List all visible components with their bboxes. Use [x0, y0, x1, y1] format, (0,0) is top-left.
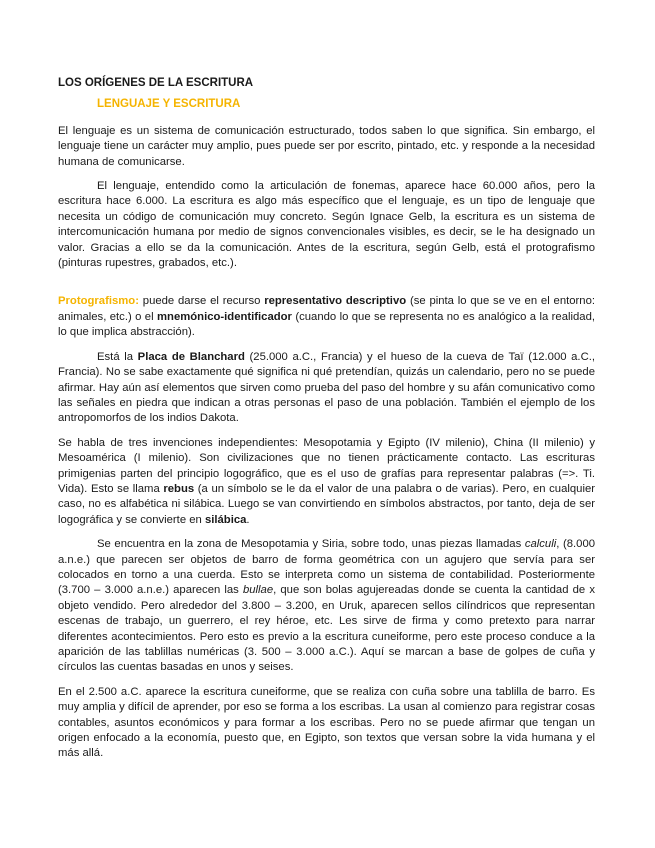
document-title: LOS ORÍGENES DE LA ESCRITURA [58, 77, 254, 89]
text-span: Se habla de tres invenciones independientes: Mesopotamia y Egipto (IV milenio), China (II milenio) y Mesoamérica (I milenio). Son civilizaciones que no tienen prácticamente contacto. Las escrituras primigenias parten del principio logográfico, que es el uso de grafías para representar palabras (=>. Ti. Vida). Esto se llama [58, 436, 595, 495]
paragraph-2: El lenguaje, entendido como la articulación de fonemas, aparece hace 60.000 años, pero la escritura hace 6.000. La escritura es algo más específico que el lenguaje, es un tipo de lenguaje que necesita un código de comunicación muy concreto. Según Ignace Gelb, la escritura es un sistema de intercomunicación humana por medio de signos convencionales visibles, es decir, se le ha designado un valor. Gracias a ello se da la comunicación. Antes de la escritura, según Gelb, está el protografismo (pinturas rupestres, grabados, etc.). [58, 180, 595, 270]
text-span: , que son bolas agujereadas donde se cuenta la cantidad de x objeto vendido. Pero alrededor del 3.800 – 3.200, en Uruk, aparecen sellos cilíndricos que representan escenas de trabajo, un guerrero, el rey héroe, etc. Les sirve de firma y como pretexto para narrar diferentes acontecimientos. Pero esto es previo a la escritura cuneiforme, pero este proceso conduce a la aparición de las tablillas numéricas (3. 500 – 3.000 a.C.). Aquí se marcan a base de golpes de cuña y círculos las cuentas basadas en unos y seises. [58, 584, 595, 674]
paragraph-cuneiforme: En el 2.500 a.C. aparece la escritura cuneiforme, que se realiza con cuña sobre una tablilla de barro. Es muy amplia y difícil de aprender, por eso se forma a los escribas. La usan al comienzo para registrar cosas contables, asuntos económicos y para formar a los escribas. Pero no se puede afirmar que tengan un origen enfocado a la economía, puesto que, en Egipto, son textos que versan sobre la vida humana y el más allá. [58, 685, 595, 760]
text-span: Se encuentra en la zona de Mesopotamia y Siria, sobre todo, unas piezas llamadas [97, 538, 525, 551]
text-span: Está la [97, 350, 138, 363]
paragraph-protografismo [58, 294, 595, 340]
bold-term: representativo descriptivo [264, 295, 407, 308]
text-span: (a un símbolo se le da el valor de una palabra o de varias). Pero, en cualquier caso, no es alfabética ni silábica. Luego se van convirtiendo en símbolos abstractos, por tanto, deja de ser logográfica y se convierte en [58, 482, 595, 526]
italic-term: bullae [242, 584, 274, 597]
bold-term: rebus [163, 482, 195, 495]
text-span: , (8.000 a.n.e.) que parecen ser objetos de barro de forma geométrica con un agujero que servía para ser colocados en torno a una cuerda. Esto se interpreta como un sistema de contabilidad. Posteriormente (3.700 – 3.000 a.n.e.) aparecen las [58, 538, 596, 597]
italic-term: calculi [524, 538, 557, 551]
paragraph-blanchard [58, 350, 595, 427]
text-span: (25.000 a.C., Francia) y el hueso de la cueva de Taï (12.000 a.C., Francia). No se sabe exactamente qué significa ni qué pretendían, quizás un calendario, pero no se puede afirmar. Hay aún así elementos que sirven como prueba del paso del hombre y su afán comunicativo como las señales en piedra que indican a otras personas el paso de una población. También el ejemplo de los antropomorfos de los indios Dakota. [58, 350, 596, 425]
text-span: (cuando lo que se representa no es analógico a la realidad, lo que implica abstracción). [58, 310, 596, 339]
section-subtitle: LENGUAJE Y ESCRITURA [97, 98, 241, 111]
text-span: puede darse el recurso [138, 295, 265, 308]
text-span: (se pinta lo que se ve en el entorno: animales, etc.) o el [58, 295, 595, 323]
paragraph-invenciones [58, 436, 595, 528]
text-span: . [246, 513, 250, 526]
paragraph-1: El lenguaje es un sistema de comunicación estructurado, todos saben lo que significa. Sin embargo, el lenguaje tiene un carácter muy amplio, pues puede ser por escrito, pintado, etc. y responde a la necesidad humana de comunicarse. [58, 124, 595, 168]
bold-term: silábica [204, 513, 247, 526]
bold-term: mnemónico-identificador [157, 310, 292, 323]
term-protografismo: Protografismo: [58, 295, 139, 308]
paragraph-mesopotamia [58, 537, 595, 676]
bold-term: Placa de Blanchard [137, 350, 245, 363]
